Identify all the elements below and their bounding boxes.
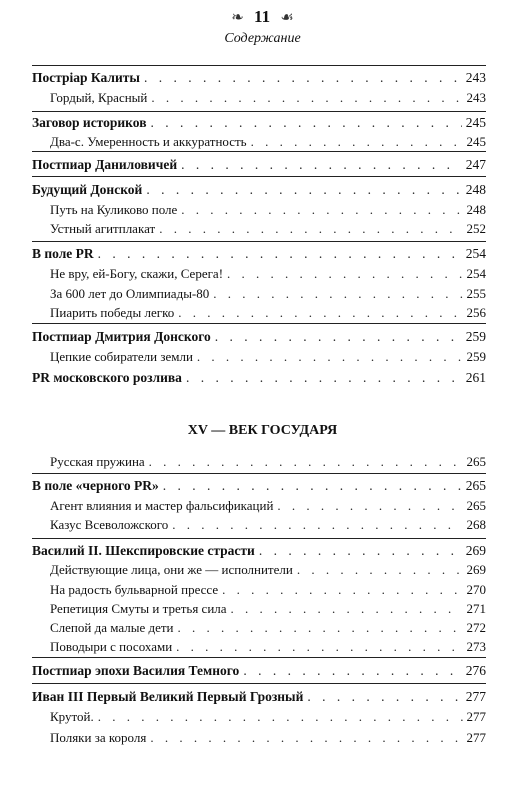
separator-line xyxy=(32,683,486,684)
dot-leader xyxy=(98,707,463,727)
toc-title: За 600 лет до Олимпиады-80 xyxy=(50,286,210,301)
separator-line xyxy=(32,473,486,474)
toc-page-number: 247 xyxy=(465,157,486,172)
toc-subentry xyxy=(32,303,486,323)
toc-page-number: 265 xyxy=(466,454,486,469)
toc-page-number: 243 xyxy=(466,90,486,105)
toc-page-number: 273 xyxy=(466,639,486,654)
separator-line xyxy=(32,65,486,66)
toc-title: Заговор историков xyxy=(32,115,147,130)
toc-page-number: 271 xyxy=(466,601,486,616)
dot-leader xyxy=(231,599,463,619)
toc-title: В поле PR xyxy=(32,246,94,261)
dot-leader xyxy=(227,264,462,284)
toc-page-number: 272 xyxy=(466,620,486,635)
toc-page-number: 276 xyxy=(465,663,486,678)
toc-page-number: 243 xyxy=(465,70,486,85)
dot-leader xyxy=(251,132,463,152)
toc-title: Гордый, Красный xyxy=(50,90,148,105)
toc-entry xyxy=(32,687,486,707)
toc-title: Агент влияния и мастер фальсификаций xyxy=(50,498,274,513)
toc-entry xyxy=(32,541,486,561)
toc-page-number: 277 xyxy=(466,709,486,724)
dot-leader xyxy=(151,88,462,108)
toc-subentry xyxy=(32,618,486,638)
toc-title: Постпиар Даниловичей xyxy=(32,157,178,172)
toc-page-number: 270 xyxy=(466,582,486,597)
toc-page-number: 252 xyxy=(466,221,486,236)
separator-line xyxy=(32,657,486,658)
toc-subentry xyxy=(32,219,486,239)
toc-page-number: 245 xyxy=(466,134,486,149)
dot-leader xyxy=(172,515,462,535)
toc-title: Поводыри с посохами xyxy=(50,639,173,654)
toc-title: Русская пружина xyxy=(50,454,145,469)
dot-leader xyxy=(181,155,462,175)
toc-title: Василий II. Шекспировские страсти xyxy=(32,543,255,558)
toc-subentry xyxy=(32,88,486,108)
dot-leader xyxy=(215,327,462,347)
dot-leader xyxy=(159,219,462,239)
toc-title: Два-с. Умеренность и аккуратность xyxy=(50,134,247,149)
toc-subentry xyxy=(32,496,486,516)
toc-title: Устный агитплакат xyxy=(50,221,156,236)
toc-subentry xyxy=(32,580,486,600)
dot-leader xyxy=(243,661,461,681)
toc-subentry xyxy=(32,264,486,284)
toc-page-number: 245 xyxy=(465,115,486,130)
dot-leader xyxy=(163,476,462,496)
dot-leader xyxy=(98,244,462,264)
toc-title: Крутой. xyxy=(50,709,94,724)
separator-line xyxy=(32,176,486,177)
toc-entry xyxy=(32,476,486,496)
toc-title: Поляки за короля xyxy=(50,730,147,745)
toc-entry xyxy=(32,244,486,264)
toc-page-number: 268 xyxy=(466,517,486,532)
toc-title: PR московского розлива xyxy=(32,370,182,385)
toc-page-number: 248 xyxy=(465,182,486,197)
toc-title: В поле «черного PR» xyxy=(32,478,159,493)
section-heading: XV — ВЕК ГОСУДАРЯ xyxy=(187,423,338,438)
toc-page-number: 254 xyxy=(466,266,486,281)
dot-leader xyxy=(307,687,461,707)
toc-subentry xyxy=(32,347,486,367)
page-number: 11 xyxy=(254,7,271,26)
toc-page-number: 265 xyxy=(465,478,486,493)
toc-entry xyxy=(32,368,486,388)
dot-leader xyxy=(213,284,462,304)
toc-page-number: 259 xyxy=(465,329,486,344)
toc-title: Казус Всеволожского xyxy=(50,517,169,532)
toc-title: Иван III Первый Великий Первый Грозный xyxy=(32,689,304,704)
running-head: Содержание xyxy=(224,31,301,46)
page-header xyxy=(0,6,525,48)
toc-page-number: 269 xyxy=(465,543,486,558)
toc-subentry xyxy=(32,132,486,152)
toc-page-number: 277 xyxy=(466,730,486,745)
dot-leader xyxy=(222,580,462,600)
toc-title: Цепкие собиратели земли xyxy=(50,349,193,364)
dot-leader xyxy=(277,496,462,516)
dot-leader xyxy=(259,541,462,561)
toc-subentry xyxy=(32,452,486,472)
toc-title: Постпиар эпохи Василия Темного xyxy=(32,663,240,678)
dot-leader xyxy=(186,368,462,388)
toc-page-number: 261 xyxy=(465,370,486,385)
toc-title: Пострiар Калиты xyxy=(32,70,140,85)
page-number-row xyxy=(0,6,525,29)
toc-entry xyxy=(32,661,486,681)
toc-subentry xyxy=(32,515,486,535)
toc-title: Слепой да малые дети xyxy=(50,620,174,635)
toc-page-number: 277 xyxy=(465,689,486,704)
toc-subentry xyxy=(32,637,486,657)
dot-leader xyxy=(176,637,462,657)
toc-title: Постпиар Дмитрия Донского xyxy=(32,329,211,344)
toc-entry xyxy=(32,113,486,133)
dot-leader xyxy=(178,618,463,638)
toc-entry xyxy=(32,327,486,347)
dot-leader xyxy=(297,560,463,580)
toc-title: Действующие лица, они же — исполнители xyxy=(50,562,293,577)
toc-title: Репетиция Смуты и третья сила xyxy=(50,601,227,616)
toc-subentry xyxy=(32,284,486,304)
separator-line xyxy=(32,241,486,242)
toc-page-number: 256 xyxy=(466,305,486,320)
dot-leader xyxy=(181,200,462,220)
toc-page-number: 248 xyxy=(466,202,486,217)
toc-title: Будущий Донской xyxy=(32,182,143,197)
ornament-right-icon: ☙ xyxy=(280,10,294,26)
separator-line xyxy=(32,323,486,324)
separator-line xyxy=(32,538,486,539)
dot-leader xyxy=(146,180,461,200)
toc-title: На радость бульварной прессе xyxy=(50,582,219,597)
toc-subentry xyxy=(32,728,486,748)
toc-page-number: 254 xyxy=(465,246,486,261)
toc-entry xyxy=(32,180,486,200)
toc-title: Пиарить победы легко xyxy=(50,305,175,320)
dot-leader xyxy=(150,728,462,748)
toc-page-number: 255 xyxy=(466,286,486,301)
toc-page-number: 269 xyxy=(466,562,486,577)
toc-subentry xyxy=(32,599,486,619)
toc-title: Не вру, ей-Богу, скажи, Серега! xyxy=(50,266,224,281)
dot-leader xyxy=(144,68,462,88)
dot-leader xyxy=(178,303,462,323)
dot-leader xyxy=(149,452,463,472)
toc-page-number: 265 xyxy=(466,498,486,513)
ornament-left-icon: ❧ xyxy=(231,10,244,26)
toc-title: Путь на Куликово поле xyxy=(50,202,178,217)
toc-subentry xyxy=(32,707,486,727)
toc-entry xyxy=(32,155,486,175)
toc-entry xyxy=(32,68,486,88)
toc-page-number: 259 xyxy=(466,349,486,364)
dot-leader xyxy=(150,113,461,133)
toc-subentry xyxy=(32,200,486,220)
toc-subentry xyxy=(32,560,486,580)
dot-leader xyxy=(197,347,463,367)
separator-line xyxy=(32,111,486,112)
